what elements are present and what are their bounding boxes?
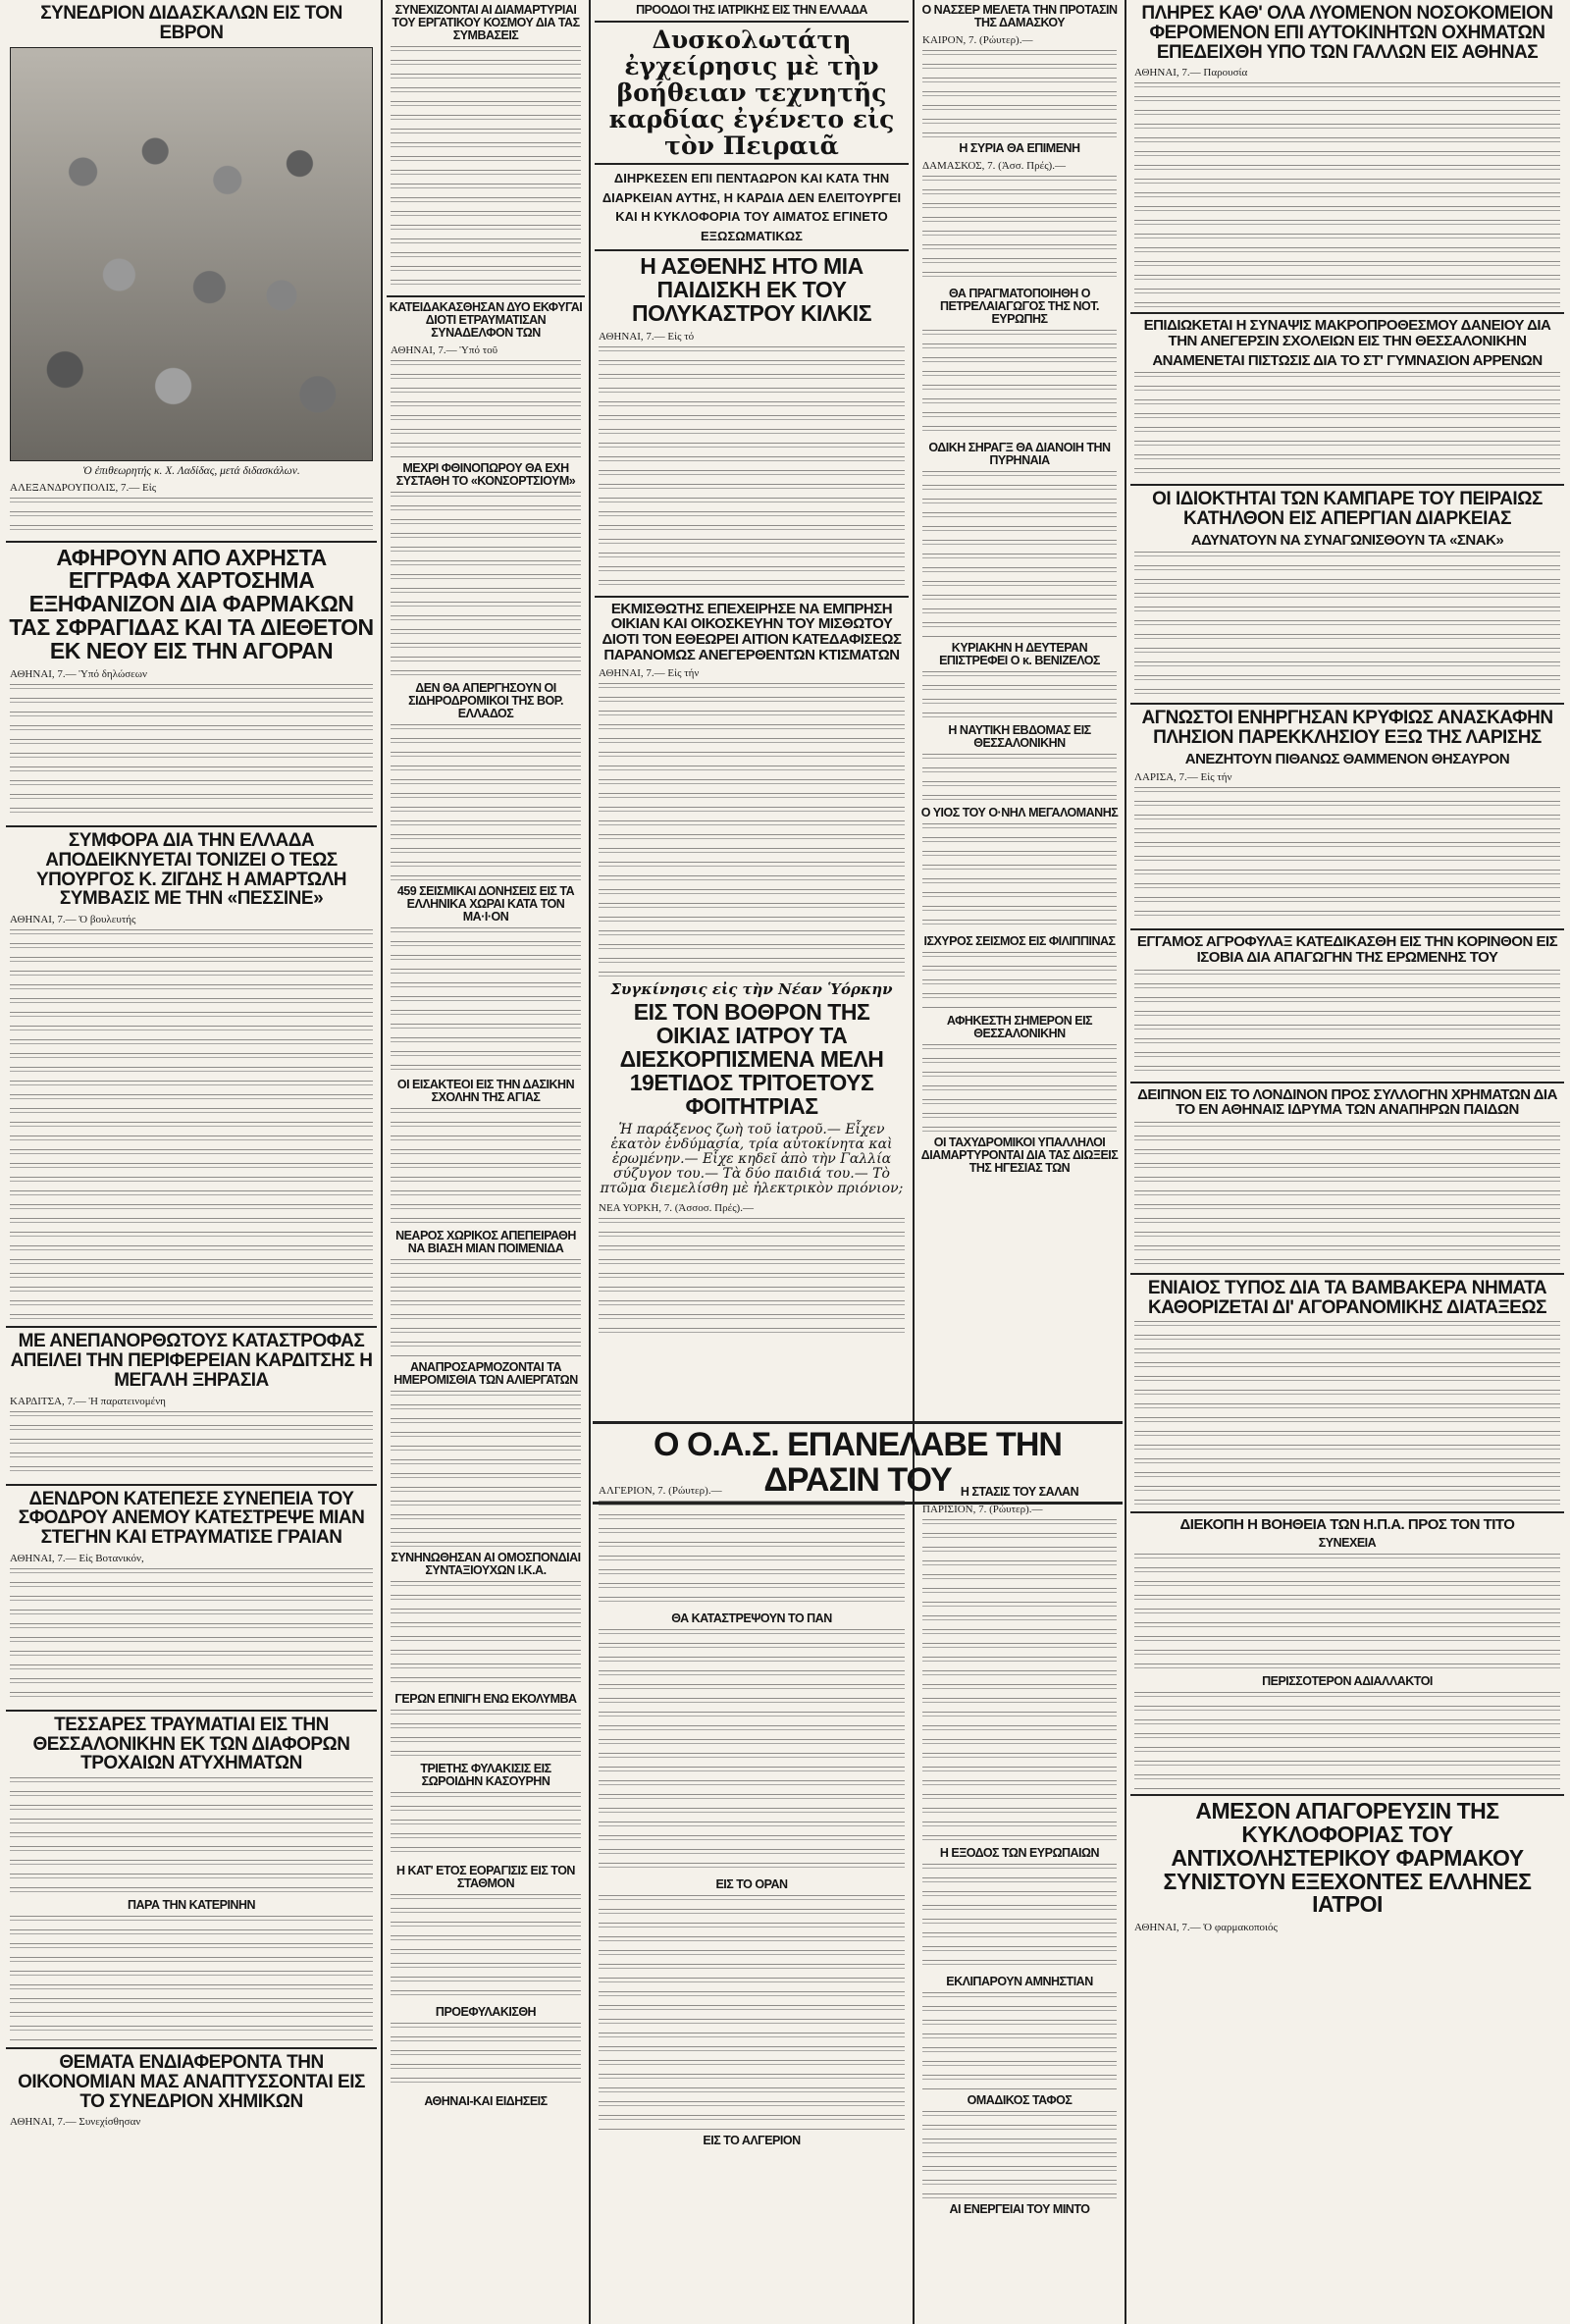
- railway-headline: ΔΕΝ ΘΑ ΑΠΕΡΓΗΣΟΥΝ ΟΙ ΣΙΔΗΡΟΔΡΟΜΙΚΟΙ ΤΗΣ ΒΟΡ. ΕΛΛΑΔΟΣ: [408, 681, 563, 721]
- ny-headline: ΕΙΣ ΤΟΝ ΒΟΘΡΟΝ ΤΗΣ ΟΙΚΙΑΣ ΙΑΤΡΟΥ ΤΑ ΔΙΕΣΚΟΡΠΙΣΜΕΝΑ ΜΕΛΗ 19ΕΤΙΔΟΣ ΤΡΙΤΟΕΤΟΥΣ ΦΟΙΤΗΤΡΙΑΣ: [619, 999, 884, 1120]
- dateline: ΑΘΗΝΑΙ, 7.— Εἰς τό: [599, 330, 695, 343]
- teachers-headline: ΣΥΝΕΔΡΙΟΝ ΔΙΔΑΣΚΑΛΩΝ ΕΙΣ ΤΟΝ ΕΒΡΟΝ: [40, 3, 342, 43]
- article-text: [922, 1519, 1117, 1843]
- article-text: [922, 2111, 1117, 2199]
- article-text: [391, 1108, 581, 1226]
- forest-headline: ΟΙ ΕΙΣΑΚΤΕΟΙ ΕΙΣ ΤΗΝ ΔΑΣΙΚΗΝ ΣΧΟΛΗΝ ΤΗΣ ΑΓΙΑΣ: [396, 1078, 575, 1105]
- article-text: [10, 1777, 373, 1895]
- article-text: [1134, 1321, 1560, 1507]
- treasure-subheadline: ΑΝΕΖΗΤΟΥΝ ΠΙΘΑΝΩΣ ΘΑΜΜΕΝΟΝ ΘΗΣΑΥΡΟΝ: [1184, 750, 1510, 767]
- dateline: ΑΘΗΝΑΙ, 7.— Συνεχίσθησαν: [10, 2116, 141, 2129]
- quakes-headline: 459 ΣΕΙΣΜΙΚΑΙ ΔΟΝΗΣΕΙΣ ΕΙΣ ΤΑ ΕΛΛΗΝΙΚΑ ΧΩΡΑΙ ΚΑΤΑ ΤΟΝ ΜΑ·Ι·ΟΝ: [396, 884, 575, 924]
- column-3-lower: [595, 1482, 909, 2324]
- dateline: ΚΑΙΡΟΝ, 7. (Ρώυτερ).—: [922, 34, 1033, 46]
- column-2: [387, 0, 585, 2324]
- phinopoyrou-headline: ΜΕΧΡΙ ΦΘΙΝΟΠΩΡΟΥ ΘΑ ΕΧΗ ΣΥΣΤΑΘΗ ΤΟ «ΚΟΝΣΟΡΤΣΙΟΥΜ»: [395, 461, 576, 489]
- article-text: [599, 346, 905, 592]
- article-text: [10, 1916, 373, 2043]
- heart-headline: Δυσκολωτάτη ἐγχείρησις μὲ τὴν βοήθειαν τεχνητῆς καρδίας ἐγένετο εἰς τὸν Πειραιᾶ: [608, 26, 895, 160]
- cotton-headline: ΕΝΙΑΙΟΣ ΤΥΠΟΣ ΔΙΑ ΤΑ ΒΑΜΒΑΚΕΡΑ ΝΗΜΑΤΑ ΚΑΘΟΡΙΖΕΤΑΙ ΔΙ' ΑΓΟΡΑΝΟΜΙΚΗΣ ΔΙΑΤΑΞΕΩΣ: [1147, 1277, 1547, 1318]
- exploit-headline: ΕΚΜΙΣΘΩΤΗΣ ΕΠΕΧΕΙΡΗΣΕ ΝΑ ΕΜΠΡΗΣΗ ΟΙΚΙΑΝ ΚΑΙ ΟΙΚΟΣΚΕΥΗΝ ΤΟΥ ΜΙΣΘΩΤΟΥ ΔΙΟΤΙ ΤΟΝ ΕΘΕΩΡΕΙ ΑΙΤΙΟΝ ΚΑΤΕΔΑΦΙΣΕΩΣ ΠΑΡΑΝΟΜΩΣ ΑΝΕΓΕΡΘΕΝΤΩΝ ΚΤΙΣΜΑΤΩΝ: [602, 600, 902, 663]
- dateline: ΝΕΑ ΥΟΡΚΗ, 7. (Ἀσσοσ. Πρές).—: [599, 1201, 754, 1214]
- treasure-headline: ΑΓΝΩΣΤΟΙ ΕΝΗΡΓΗΣΑΝ ΚΡΥΦΙΩΣ ΑΝΑΣΚΑΦΗΝ ΠΛΗΣΙΟΝ ΠΑΡΕΚΚΛΗΣΙΟΥ ΕΞΩ ΤΗΣ ΛΑΡΙΣΗΣ: [1141, 708, 1553, 748]
- oldman-headline: ΓΕΡΩΝ ΕΠΝΙΓΗ ΕΝΩ ΕΚΟΛΥΜΒΑ: [394, 1692, 577, 1707]
- article-text: [391, 46, 581, 291]
- article-text: [391, 1792, 581, 1861]
- corinth-headline: ΕΓΓΑΜΟΣ ΑΓΡΟΦΥΛΑΞ ΚΑΤΕΔΙΚΑΣΘΗ ΕΙΣ ΤΗΝ ΚΟΡΙΝΘΟΝ ΕΙΣ ΙΣΟΒΙΑ ΔΙΑ ΑΠΑΓΩΓΗΝ ΤΗΣ ΕΡΩΜΕΝΗΣ ΤΟΥ: [1136, 933, 1558, 966]
- syria-subhead: Η ΣΥΡΙΑ ΘΑ ΕΠΙΜΕΝΗ: [959, 141, 1080, 156]
- patient-headline: Η ΑΣΘΕΝΗΣ ΗΤΟ ΜΙΑ ΠΑΙΔΙΣΚΗ ΕΚ ΤΟΥ ΠΟΛΥΚΑΣΤΡΟΥ ΚΙΛΚΙΣ: [631, 253, 871, 326]
- article-text: [391, 1259, 581, 1357]
- wage-headline: ΑΝΑΠΡΟΣΑΡΜΟΖΟΝΤΑΙ ΤΑ ΗΜΕΡΟΜΙΣΘΙΑ ΤΩΝ ΑΛΙΕΡΓΑΤΩΝ: [393, 1360, 578, 1388]
- article-text: [391, 1894, 581, 2002]
- postal-headline: ΟΙ ΤΑΧΥΔΡΟΜΙΚΟΙ ΥΠΑΛΛΗΛΟΙ ΔΙΑΜΑΡΤΥΡΟΝΤΑΙ ΔΙΑ ΤΑΣ ΔΙΩΞΕΙΣ ΤΗΣ ΗΓΕΣΙΑΣ ΤΩΝ: [920, 1136, 1119, 1176]
- article-text: [922, 176, 1117, 284]
- article-text: [599, 1895, 905, 2131]
- conf-headline: ΣΥΝΕΧΙΖΟΝΤΑΙ ΑΙ ΔΙΑΜΑΡΤΥΡΙΑΙ ΤΟΥ ΕΡΓΑΤΙΚΟΥ ΚΟΣΜΟΥ ΔΙΑ ΤΑΣ ΣΥΜΒΑΣΕΙΣ: [392, 3, 580, 42]
- article-text: [922, 952, 1117, 1011]
- article-text: [10, 929, 373, 1322]
- article-text: [922, 823, 1117, 931]
- dateline: ΑΘΗΝΑΙ, 7.— Εἰς Βοτανικόν,: [10, 1552, 144, 1564]
- accidents-headline: ΤΕΣΣΑΡΕΣ ΤΡΑΥΜΑΤΙΑΙ ΕΙΣ ΤΗΝ ΘΕΣΣΑΛΟΝΙΚΗΝ ΕΚ ΤΩΝ ΔΙΑΦΟΡΩΝ ΤΡΟΧΑΙΩΝ ΑΤΥΧΗΜΑΤΩΝ: [32, 1714, 350, 1774]
- dateline: ΠΑΡΙΣΙΟΝ, 7. (Ρώυτερ).—: [922, 1504, 1043, 1515]
- warning-subhead: ΠΡΟΕΦΥΛΑΚΙΣΘΗ: [435, 2005, 537, 2020]
- article-text: [922, 1864, 1117, 1972]
- nasser-headline: Ο ΝΑΣΣΕΡ ΜΕΛΕΤΑ ΤΗΝ ΠΡΟΤΑΣΙΝ ΤΗΣ ΔΑΜΑΣΚΟΥ: [921, 3, 1118, 29]
- article-text: [391, 2023, 581, 2091]
- article-text: [922, 471, 1117, 638]
- katerini-subhead: ΠΑΡΑ ΤΗΝ ΚΑΤΕΡΙΝΗΝ: [127, 1898, 255, 1913]
- ika-headline: ΣΥΝΗΝΩΘΗΣΑΝ ΑΙ ΟΜΟΣΠΟΝΔΙΑΙ ΣΥΝΤΑΞΙΟΥΧΩΝ Ι.Κ.Α.: [391, 1551, 581, 1578]
- article-text: [1134, 1122, 1560, 1269]
- article-text: [922, 754, 1117, 803]
- oran-subhead: ΘΑ ΚΑΤΑΣΤΡΕΨΟΥΝ ΤΟ ΠΑΝ: [671, 1611, 832, 1626]
- article-text: [391, 1710, 581, 1759]
- salan-subhead: Η ΣΤΑΣΙΣ ΤΟΥ ΣΑΛΑΝ: [960, 1485, 1079, 1499]
- article-text: [1134, 1554, 1560, 1671]
- column-rule: [589, 0, 591, 2324]
- article-text: [599, 1629, 905, 1875]
- article-text: [1134, 970, 1560, 1078]
- article-text: [10, 1568, 373, 1706]
- hospital-headline: ΠΛΗΡΕΣ ΚΑΘ' ΟΛΑ ΛΥΟΜΕΝΟΝ ΝΟΣΟΚΟΜΕΙΟΝ ΦΕΡΟΜΕΝΟΝ ΕΠΙ ΑΥΤΟΚΙΝΗΤΩΝ ΟΧΗΜΑΤΩΝ ΕΠΕΔΕΙΧΘΗ ΥΠΟ ΤΩΝ ΓΑΛΛΩΝ ΕΙΣ ΑΘΗΝΑΣ: [1141, 3, 1553, 63]
- pessine-headline: ΣΥΜΦΟΡΑ ΔΙΑ ΤΗΝ ΕΛΛΑΔΑ ΑΠΟΔΕΙΚΝΥΕΤΑΙ ΤΟΝΙΖΕΙ Ο ΤΕΩΣ ΥΠΟΥΡΓΟΣ Κ. ΖΙΓΔΗΣ Η ΑΜΑΡΤΩΛΗ ΣΥΜΒΑΣΙΣ ΜΕ ΤΗΝ «ΠΕΣΣΙΝΕ»: [35, 830, 347, 910]
- article-text: [10, 498, 373, 537]
- oil-headline: ΘΑ ΠΡΑΓΜΑΤΟΠΟΙΗΘΗ Ο ΠΕΤΡΕΛΑΙΑΓΩΓΟΣ ΤΗΣ ΝΟΤ. ΕΥΡΩΠΗΣ: [940, 287, 1099, 327]
- tree-headline: ΔΕΝΔΡΟΝ ΚΑΤΕΠΕΣΕ ΣΥΝΕΠΕΙΑ ΤΟΥ ΣΦΟΔΡΟΥ ΑΝΕΜΟΥ ΚΑΤΕΣΤΡΕΨΕ ΜΙΑΝ ΣΤΕΓΗΝ ΚΑΙ ΕΤΡΑΥΜΑΤΙΣΕ ΓΡΑΙΑΝ: [18, 1488, 365, 1549]
- column-rule: [1125, 0, 1126, 2324]
- cabaret-subheadline: ΑΔΥΝΑΤΟΥΝ ΝΑ ΣΥΝΑΓΩΝΙΣΘΟΥΝ ΤΑ «ΣΝΑΚ»: [1190, 531, 1504, 549]
- teachers-photo: [10, 47, 373, 461]
- seized-headline: ΚΑΤΕΙΔΑΚΑΣΘΗΣΑΝ ΔΥΟ ΕΚΦΥΓΑΙ ΔΙΟΤΙ ΕΤΡΑΥΜΑΤΙΣΑΝ ΣΥΝΑΔΕΛΦΟΝ ΤΩΝ: [389, 300, 583, 340]
- oas-headline: Ο Ο.Α.Σ. ΕΠΑΝΕΛΑΒΕ ΤΗΝ ΔΡΑΣΙΝ ΤΟΥ: [654, 1426, 1062, 1499]
- alger-subhead: ΕΙΣ ΤΟ ΑΛΓΕΡΙΟΝ: [703, 2134, 801, 2148]
- column-rule: [381, 0, 383, 2324]
- dateline: ΑΘΗΝΑΙ, 7.— Ὁ φαρμακοποιός: [1134, 1922, 1278, 1934]
- dateline: ΑΘΗΝΑΙ, 7.— Ὑπό τοῦ: [391, 344, 498, 356]
- ny-subheadline: Ἡ παράξενος ζωὴ τοῦ ἰατροῦ.— Εἶχεν ἑκατὸν ἐνδύμασία, τρία αὐτοκίνητα καὶ ἐρωμένην.— Εἶχε κηδεῖ ἀπὸ τὴν Γαλλία σύζυγον του.— Τὰ δύο παιδιά του.— Τὸ πτῶμα διεμελίσθη μὲ ἠλεκτρικὸν πριόνιον;: [600, 1121, 904, 1197]
- article-text: [922, 671, 1117, 720]
- loan-subheadline: ΑΝΑΜΕΝΕΤΑΙ ΠΙΣΤΩΣΙΣ ΔΙΑ ΤΟ ΣΤ' ΓΥΜΝΑΣΙΟΝ ΑΡΡΕΝΩΝ: [1152, 351, 1543, 369]
- stamps-headline: ΑΦΗΡΟΥΝ ΑΠΟ ΑΧΡΗΣΤΑ ΕΓΓΡΑΦΑ ΧΑΡΤΟΣΗΜΑ ΕΞΗΦΑΝΙΖΟΝ ΔΙΑ ΦΑΡΜΑΚΩΝ ΤΑΣ ΣΦΡΑΓΙΔΑΣ ΚΑΙ ΤΑ ΔΙΕΘΕΤΟΝ ΕΚ ΝΕΟΥ ΕΙΣ ΤΗΝ ΑΓΟΡΑΝ: [9, 544, 374, 664]
- column-1: [6, 0, 377, 2324]
- article-text: [10, 684, 373, 821]
- photo-caption: Ὁ ἐπιθεωρητής κ. Χ. Λαδίδας, μετά διδασκάλων.: [82, 464, 300, 477]
- tito-headline: ΔΙΕΚΟΠΗ Η ΒΟΗΘΕΙΑ ΤΩΝ Η.Π.Α. ΠΡΟΣ ΤΟΝ ΤΙΤΟ: [1179, 1516, 1515, 1534]
- tito-subhead: ΣΥΝΕΧΕΙΑ: [1318, 1535, 1377, 1550]
- quake-headline: ΙΣΧΥΡΟΣ ΣΕΙΣΜΟΣ ΕΙΣ ΦΙΛΙΠΠΙΝΑΣ: [923, 934, 1116, 949]
- column-rule: [913, 0, 915, 2324]
- guards-headline: ΤΡΙΕΤΗΣ ΦΥΛΑΚΙΣΙΣ ΕΙΣ ΣΩΡΟΙΔΗΝ ΚΑΣΟΥΡΗΝ: [420, 1762, 551, 1789]
- minto-subhead: ΑΙ ΕΝΕΡΓΕΙΑΙ ΤΟΥ ΜΙΝΤΟ: [949, 2202, 1090, 2217]
- article-text: [599, 1501, 905, 1609]
- amnesty-subhead: ΕΚΛΙΠΑΡΟΥΝ ΑΜΝΗΣΤΙΑΝ: [946, 1975, 1093, 1989]
- article-text: [10, 1411, 373, 1480]
- article-text: [391, 360, 581, 458]
- dateline: ΑΘΗΝΑΙ, 7.— Ὁ βουλευτής: [10, 914, 136, 926]
- article-text: [1134, 372, 1560, 480]
- road-headline: ΟΔΙΚΗ ΣΗΡΑΓΞ ΘΑ ΔΙΑΝΟΙΗ ΤΗΝ ΠΥΡΗΝΑΙΑ: [928, 441, 1111, 468]
- murder-headline: ΝΕΑΡΟΣ ΧΩΡΙΚΟΣ ΑΠΕΠΕΙΡΑΘΗ ΝΑ ΒΙΑΣΗ ΜΙΑΝ ΠΟΙΜΕΝΙΔΑ: [395, 1229, 576, 1256]
- venizelos-headline: ΚΥΡΙΑΚΗΝ Η ΔΕΥΤΕΡΑΝ ΕΠΙΣΤΡΕΦΕΙ Ο κ. ΒΕΝΙΖΕΛΟΣ: [939, 641, 1100, 668]
- navy-headline: Η ΝΑΥΤΙΚΗ ΕΒΔΟΜΑΣ ΕΙΣ ΘΕΣΣΑΛΟΝΙΚΗΝ: [948, 723, 1091, 751]
- article-text: [922, 1044, 1117, 1133]
- article-text: [922, 1992, 1117, 2090]
- column-4-lower: [918, 1482, 1121, 2324]
- cabaret-headline: ΟΙ ΙΔΙΟΚΤΗΤΑΙ ΤΩΝ ΚΑΜΠΑΡΕ ΤΟΥ ΠΕΙΡΑΙΩΣ ΚΑΤΗΛΘΟΝ ΕΙΣ ΑΠΕΡΓΙΑΝ ΔΙΑΡΚΕΙΑΣ: [1152, 489, 1543, 529]
- article-text: [922, 330, 1117, 438]
- article-text: [391, 492, 581, 678]
- heart-subheadline: ΔΙΗΡΚΕΣΕΝ ΕΠΙ ΠΕΝΤΑΩΡΟΝ ΚΑΙ ΚΑΤΑ ΤΗΝ ΔΙΑΡΚΕΙΑΝ ΑΥΤΗΣ, Η ΚΑΡΔΙΑ ΔΕΝ ΕΛΕΙΤΟΥΡΓΕΙ ΚΑΙ Η ΚΥΚΛΟΦΟΡΙΑ ΤΟΥ ΑΙΜΑΤΟΣ ΕΓΙΝΕΤΟ ΕΞΩΣΩΜΑΤΙΚΩΣ: [602, 171, 902, 243]
- article-text: [1134, 787, 1560, 924]
- chemists-headline: ΘΕΜΑΤΑ ΕΝΔΙΑΦΕΡΟΝΤΑ ΤΗΝ ΟΙΚΟΝΟΜΙΑΝ ΜΑΣ ΑΝΑΠΤΥΣΣΟΝΤΑΙ ΕΙΣ ΤΟ ΣΥΝΕΔΡΙΟΝ ΧΗΜΙΚΩΝ: [18, 2052, 365, 2112]
- dateline: ΑΘΗΝΑΙ, 7.— Εἰς τήν: [599, 667, 700, 680]
- release-headline: ΑΦΗΚΕΣΤΗ ΣΗΜΕΡΟΝ ΕΙΣ ΘΕΣΣΑΛΟΝΙΚΗΝ: [946, 1014, 1093, 1041]
- dateline: ΑΛΓΕΡΙΟΝ, 7. (Ρώυτερ).—: [599, 1485, 722, 1497]
- ny-kicker: Συγκίνησις εἰς τὴν Νέαν Ὑόρκην: [610, 980, 893, 999]
- dateline: ΔΑΜΑΣΚΟΣ, 7. (Ἀσσ. Πρές).—: [922, 160, 1066, 173]
- dateline: ΑΘΗΝΑΙ, 7.— Ὑπό δηλώσεων: [10, 668, 147, 681]
- article-text: [391, 927, 581, 1075]
- article-text: [391, 724, 581, 881]
- loan-headline: ΕΠΙΔΙΩΚΕΤΑΙ Η ΣΥΝΑΨΙΣ ΜΑΚΡΟΠΡΟΘΕΣΜΟΥ ΔΑΝΕΙΟΥ ΔΙΑ ΤΗΝ ΑΝΕΓΕΡΣΙΝ ΣΧΟΛΕΙΩΝ ΕΙΣ ΤΗΝ ΘΕΣΣΑΛΟΝΙΚΗΝ: [1143, 317, 1551, 349]
- article-text: [922, 50, 1117, 138]
- article-text: [1134, 82, 1560, 308]
- medical-kicker: ΠΡΟΟΔΟΙ ΤΗΣ ΙΑΤΡΙΚΗΣ ΕΙΣ ΤΗΝ ΕΛΛΑΔΑ: [636, 3, 867, 17]
- dinner-headline: ΔΕΙΠΝΟΝ ΕΙΣ ΤΟ ΛΟΝΔΙΝΟΝ ΠΡΟΣ ΣΥΛΛΟΓΗΝ ΧΡΗΜΑΤΩΝ ΔΙΑ ΤΟ ΕΝ ΑΘΗΝΑΙΣ ΙΔΡΥΜΑ ΤΩΝ ΑΝΑΠΗΡΩΝ ΠΑΙΔΩΝ: [1137, 1085, 1557, 1119]
- dateline: ΑΛΕΞΑΝΔΡΟΥΠΟΛΙΣ, 7.— Εἰς: [10, 481, 157, 494]
- article-text: [1134, 1692, 1560, 1790]
- dateline: ΑΘΗΝΑΙ, 7.— Παρουσία: [1134, 67, 1248, 79]
- column-5: [1130, 0, 1564, 2324]
- oran2-subhead: ΕΙΣ ΤΟ ΟΡΑΝ: [715, 1877, 788, 1892]
- article-text: [391, 1581, 581, 1689]
- rogue-subhead: ΠΕΡΙΣΣΟΤΕΡΟΝ ΑΔΙΑΛΛΑΚΤΟΙ: [1262, 1673, 1433, 1688]
- article-text: [391, 1391, 581, 1548]
- drug-headline: ΑΜΕΣΟΝ ΑΠΑΓΟΡΕΥΣΙΝ ΤΗΣ ΚΥΚΛΟΦΟΡΙΑΣ ΤΟΥ ΑΝΤΙΧΟΛΗΣΤΕΡΙΚΟΥ ΦΑΡΜΑΚΟΥ ΣΥΝΙΣΤΟΥΝ ΕΞΕΧΟΝΤΕΣ ΕΛΛΗΝΕΣ ΙΑΤΡΟΙ: [1163, 1797, 1532, 1918]
- mill-headline: Η ΚΑΤ' ΕΤΟΣ ΕΟΡΑΓΙΣΙΣ ΕΙΣ ΤΟΝ ΣΤΑΘΜΟΝ: [396, 1864, 575, 1891]
- grave-subhead: ΟΜΑΔΙΚΟΣ ΤΑΦΟΣ: [967, 2093, 1073, 2108]
- karditsa-headline: ΜΕ ΑΝΕΠΑΝΟΡΘΩΤΟΥΣ ΚΑΤΑΣΤΡΟΦΑΣ ΑΠΕΙΛΕΙ ΤΗΝ ΠΕΡΙΦΕΡΕΙΑΝ ΚΑΡΔΙΤΣΗΣ Η ΜΕΓΑΛΗ ΞΗΡΑΣΙΑ: [10, 1331, 373, 1391]
- news-headline: ΑΘΗΝΑΙ-ΚΑΙ ΕΙΔΗΣΕΙΣ: [424, 2094, 548, 2109]
- dateline: ΛΑΡΙΣΑ, 7.— Εἰς τήν: [1134, 771, 1232, 784]
- son-headline: Ο ΥΙΟΣ ΤΟΥ Ο·ΝΗΛ ΜΕΓΑΛΟΜΑΝΗΣ: [920, 806, 1119, 820]
- article-text: [599, 1218, 905, 1336]
- exodus-subhead: Η ΕΞΟΔΟΣ ΤΩΝ ΕΥΡΩΠΑΙΩΝ: [939, 1846, 1100, 1861]
- article-text: [1134, 552, 1560, 699]
- dateline: ΚΑΡΔΙΤΣΑ, 7.— Ἡ παρατεινομένη: [10, 1395, 166, 1407]
- article-text: [599, 683, 905, 977]
